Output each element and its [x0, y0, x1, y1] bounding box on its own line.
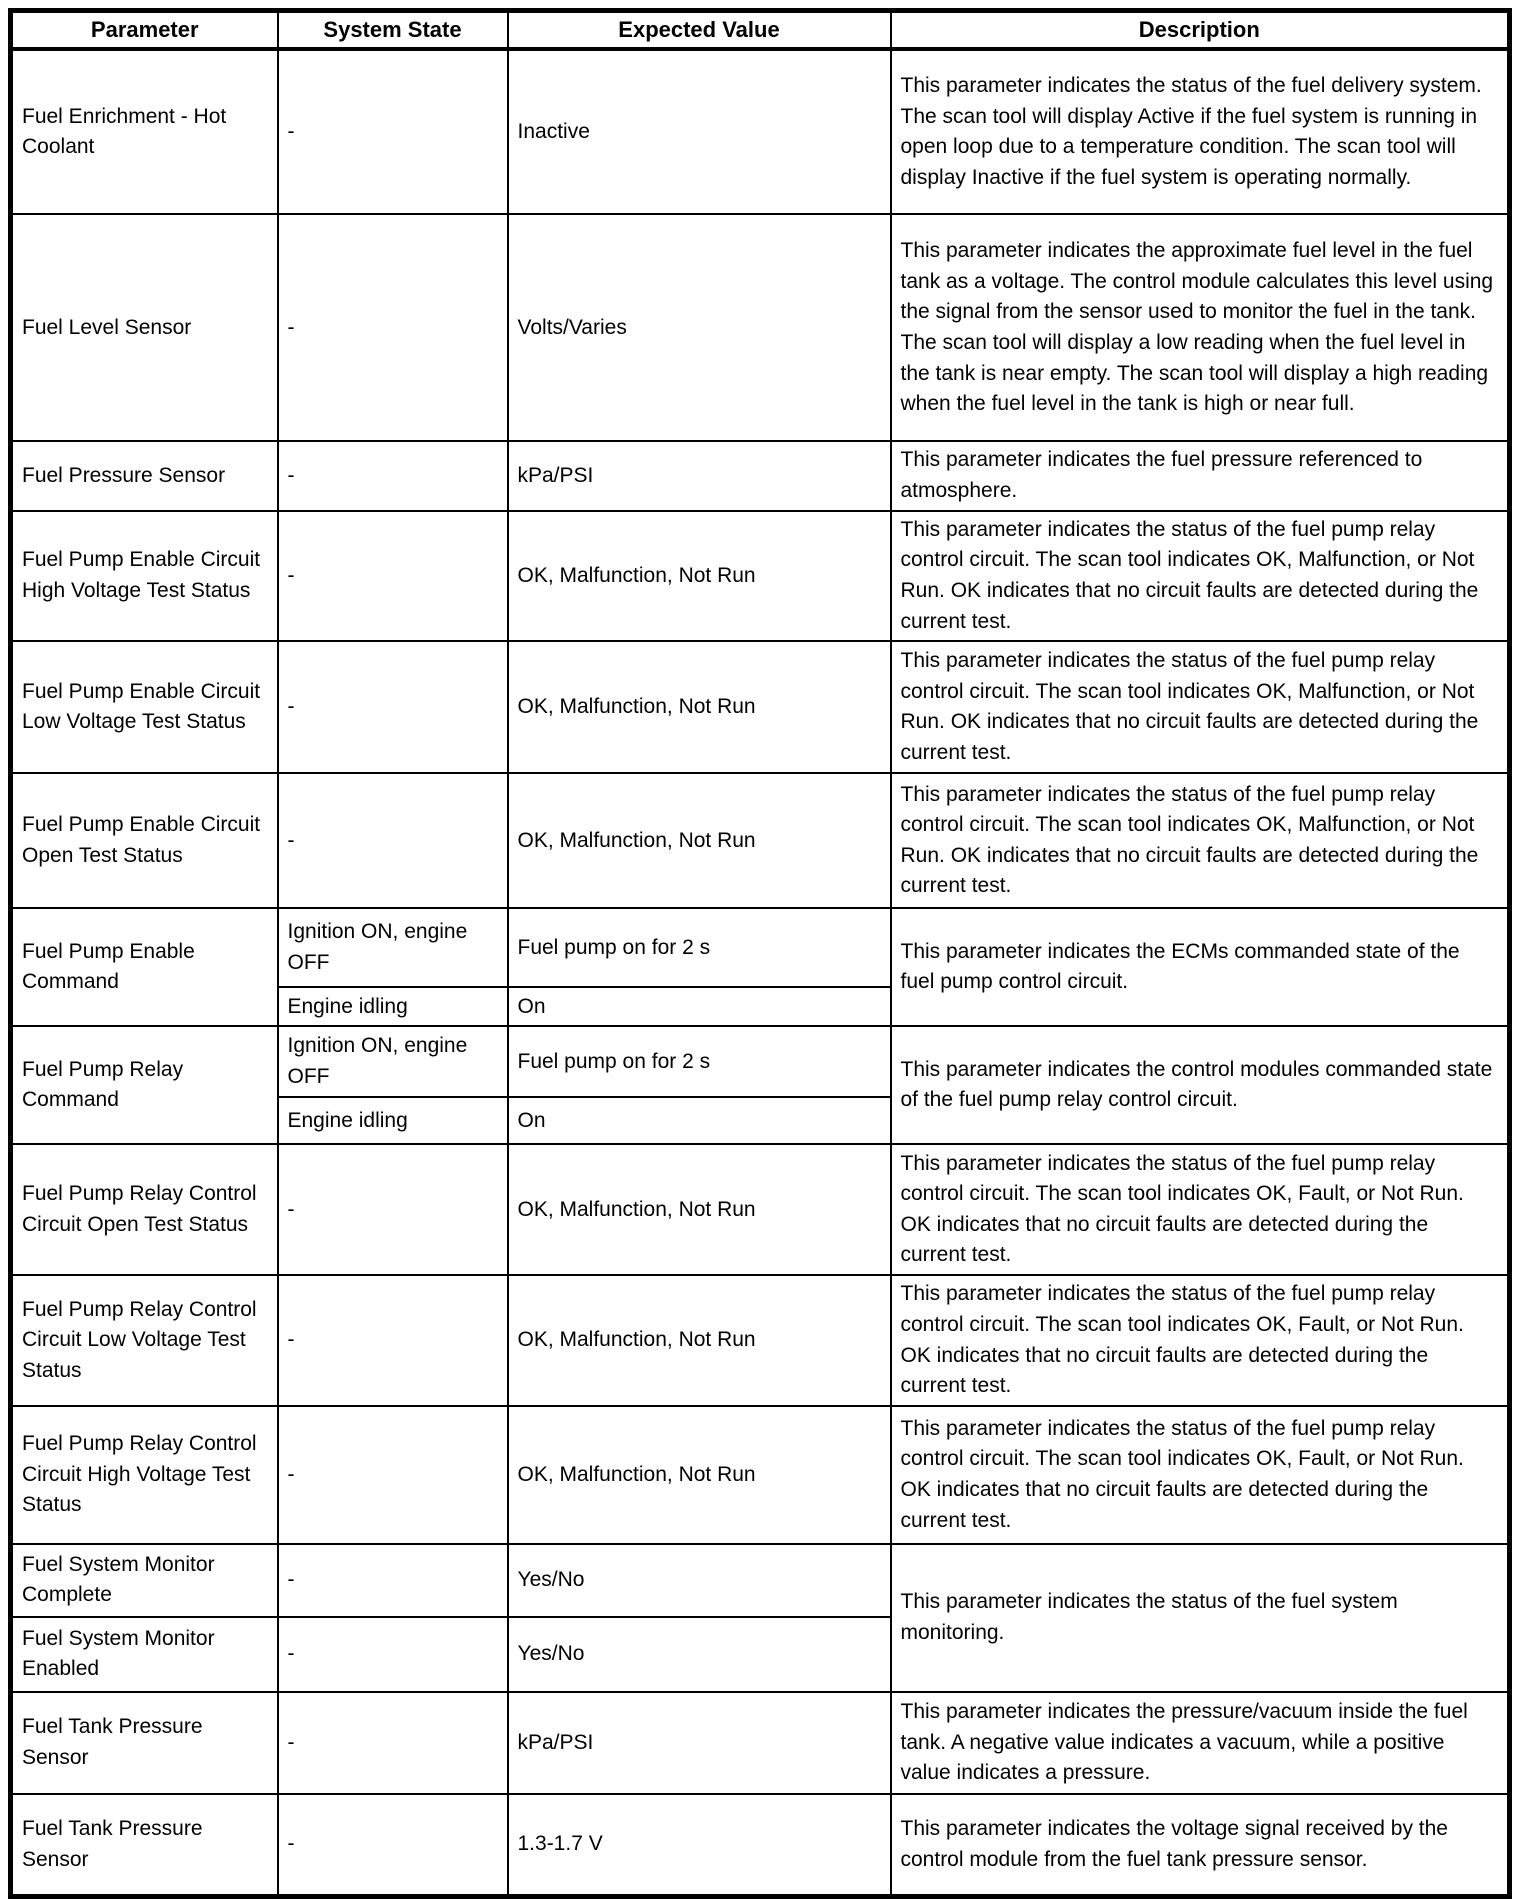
table-row	[11, 214, 1510, 441]
header-cell-expected-value: Expected Value	[508, 11, 891, 50]
table-row	[11, 1544, 1510, 1617]
cell-expected-value: Fuel pump on for 2 s	[508, 908, 891, 987]
cell-system-state: -	[278, 511, 508, 642]
cell-system-state: Engine idling	[278, 1097, 508, 1144]
cell-parameter: Fuel Pump Relay Command	[11, 1026, 278, 1144]
cell-system-state: -	[278, 1617, 508, 1692]
cell-description: This parameter indicates the ECMs commanded state of the fuel pump control circuit.	[891, 908, 1510, 1026]
cell-parameter: Fuel Pump Relay Control Circuit Open Test Status	[11, 1144, 278, 1275]
cell-description: This parameter indicates the control modules commanded state of the fuel pump relay control circuit.	[891, 1026, 1510, 1144]
cell-description: This parameter indicates the status of the fuel pump relay control circuit. The scan tool indicates OK, Fault, or Not Run. OK indicates that no circuit faults are detected during the current test.	[891, 1406, 1510, 1544]
cell-expected-value: Fuel pump on for 2 s	[508, 1026, 891, 1097]
cell-description: This parameter indicates the status of the fuel system monitoring.	[891, 1544, 1510, 1692]
cell-expected-value: On	[508, 1097, 891, 1144]
cell-parameter: Fuel Pump Enable Circuit Low Voltage Test Status	[11, 641, 278, 773]
cell-system-state: Ignition ON, engine OFF	[278, 908, 508, 987]
cell-expected-value: Inactive	[508, 49, 891, 214]
cell-description: This parameter indicates the status of the fuel pump relay control circuit. The scan tool indicates OK, Malfunction, or Not Run. OK indicates that no circuit faults are detected during the current test.	[891, 773, 1510, 908]
cell-system-state: -	[278, 1544, 508, 1617]
cell-system-state: -	[278, 1794, 508, 1897]
cell-expected-value: OK, Malfunction, Not Run	[508, 1275, 891, 1406]
cell-description: This parameter indicates the voltage signal received by the control module from the fuel tank pressure sensor.	[891, 1794, 1510, 1897]
table-row	[11, 908, 1510, 987]
cell-parameter: Fuel Enrichment - Hot Coolant	[11, 49, 278, 214]
cell-system-state: -	[278, 1275, 508, 1406]
cell-parameter: Fuel Pump Enable Command	[11, 908, 278, 1026]
cell-system-state: Engine idling	[278, 987, 508, 1026]
cell-parameter: Fuel Tank Pressure Sensor	[11, 1692, 278, 1794]
cell-system-state: -	[278, 1144, 508, 1275]
cell-parameter: Fuel System Monitor Complete	[11, 1544, 278, 1617]
cell-description: This parameter indicates the status of the fuel pump relay control circuit. The scan tool indicates OK, Fault, or Not Run. OK indicates that no circuit faults are detected during the current test.	[891, 1275, 1510, 1406]
cell-parameter: Fuel Pump Enable Circuit Open Test Status	[11, 773, 278, 908]
table-row	[11, 441, 1510, 510]
cell-system-state: -	[278, 214, 508, 441]
cell-description: This parameter indicates the fuel pressure referenced to atmosphere.	[891, 441, 1510, 510]
cell-system-state: -	[278, 1692, 508, 1794]
cell-parameter: Fuel System Monitor Enabled	[11, 1617, 278, 1692]
cell-expected-value: OK, Malfunction, Not Run	[508, 641, 891, 773]
cell-expected-value: OK, Malfunction, Not Run	[508, 511, 891, 642]
cell-expected-value: Yes/No	[508, 1544, 891, 1617]
table-row	[11, 1794, 1510, 1897]
table-row	[11, 641, 1510, 773]
table-row	[11, 1692, 1510, 1794]
cell-system-state: -	[278, 49, 508, 214]
cell-expected-value: Yes/No	[508, 1617, 891, 1692]
cell-parameter: Fuel Pump Relay Control Circuit Low Voltage Test Status	[11, 1275, 278, 1406]
cell-expected-value: OK, Malfunction, Not Run	[508, 773, 891, 908]
cell-description: This parameter indicates the pressure/vacuum inside the fuel tank. A negative value indicates a vacuum, while a positive value indicates a pressure.	[891, 1692, 1510, 1794]
cell-expected-value: kPa/PSI	[508, 1692, 891, 1794]
cell-parameter: Fuel Level Sensor	[11, 214, 278, 441]
table-row	[11, 1026, 1510, 1097]
cell-description: This parameter indicates the status of the fuel pump relay control circuit. The scan tool indicates OK, Malfunction, or Not Run. OK indicates that no circuit faults are detected during the current test.	[891, 511, 1510, 642]
cell-expected-value: Volts/Varies	[508, 214, 891, 441]
cell-expected-value: OK, Malfunction, Not Run	[508, 1144, 891, 1275]
cell-system-state: -	[278, 641, 508, 773]
cell-expected-value: On	[508, 987, 891, 1026]
cell-expected-value: kPa/PSI	[508, 441, 891, 510]
cell-description: This parameter indicates the status of the fuel pump relay control circuit. The scan tool indicates OK, Malfunction, or Not Run. OK indicates that no circuit faults are detected during the current test.	[891, 641, 1510, 773]
cell-system-state: Ignition ON, engine OFF	[278, 1026, 508, 1097]
cell-expected-value: 1.3-1.7 V	[508, 1794, 891, 1897]
scan-tool-data-table	[8, 8, 1512, 1899]
cell-parameter: Fuel Pressure Sensor	[11, 441, 278, 510]
cell-system-state: -	[278, 1406, 508, 1544]
cell-description: This parameter indicates the status of the fuel pump relay control circuit. The scan tool indicates OK, Fault, or Not Run. OK indicates that no circuit faults are detected during the current test.	[891, 1144, 1510, 1275]
cell-system-state: -	[278, 773, 508, 908]
table-row	[11, 49, 1510, 214]
cell-description: This parameter indicates the approximate fuel level in the fuel tank as a voltage. The control module calculates this level using the signal from the sensor used to monitor the fuel in the tank. The scan tool will display a low reading when the fuel level in the tank is near empty. The scan tool will display a high reading when the fuel level in the tank is high or near full.	[891, 214, 1510, 441]
table-row	[11, 1144, 1510, 1275]
table-row	[11, 773, 1510, 908]
table-header-row	[11, 11, 1510, 50]
header-cell-system-state: System State	[278, 11, 508, 50]
cell-description: This parameter indicates the status of the fuel delivery system. The scan tool will display Active if the fuel system is running in open loop due to a temperature condition. The scan tool will display Inactive if the fuel system is operating normally.	[891, 49, 1510, 214]
cell-parameter: Fuel Pump Enable Circuit High Voltage Test Status	[11, 511, 278, 642]
cell-system-state: -	[278, 441, 508, 510]
table-row	[11, 511, 1510, 642]
cell-expected-value: OK, Malfunction, Not Run	[508, 1406, 891, 1544]
header-cell-description: Description	[891, 11, 1510, 50]
table-row	[11, 1406, 1510, 1544]
table-row	[11, 1275, 1510, 1406]
cell-parameter: Fuel Pump Relay Control Circuit High Voltage Test Status	[11, 1406, 278, 1544]
cell-parameter: Fuel Tank Pressure Sensor	[11, 1794, 278, 1897]
header-cell-parameter: Parameter	[11, 11, 278, 50]
